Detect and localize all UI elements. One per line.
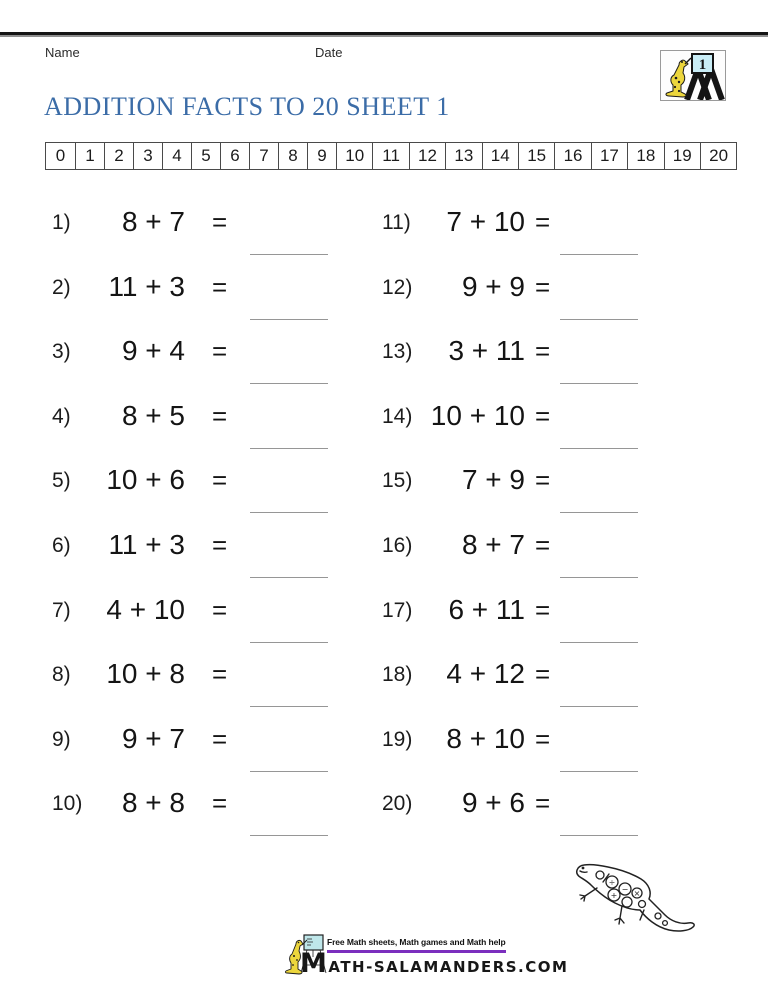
badge-number: 1: [698, 57, 707, 73]
problem-expression: 6 + 11: [448, 593, 525, 625]
number-line-cell: 7: [249, 143, 278, 169]
answer-blank-line: [560, 835, 638, 836]
problem-row: [45, 327, 375, 392]
page-title: ADDITION FACTS TO 20 SHEET 1: [44, 92, 450, 121]
equals-sign: =: [212, 400, 228, 431]
problem-number: 12): [382, 275, 413, 299]
equals-sign: =: [535, 723, 551, 754]
equals-sign: =: [535, 465, 551, 496]
problem-expression: 10 + 8: [106, 658, 185, 690]
problem-row: [45, 263, 375, 328]
problem-expression: 11 + 3: [108, 528, 185, 560]
problem-row: [45, 198, 375, 263]
problem-row: [45, 521, 375, 586]
number-line-cell: 19: [664, 143, 700, 169]
svg-text:+: +: [610, 891, 618, 900]
problem-number: 17): [382, 598, 413, 622]
gecko-illustration: [570, 858, 702, 947]
name-field-label: Name: [45, 45, 80, 60]
problem-expression: 7 + 10: [446, 206, 525, 237]
problem-expression: 4 + 12: [446, 658, 525, 690]
problem-number: 5): [52, 469, 71, 493]
equals-sign: =: [535, 788, 551, 819]
problem-number: 2): [52, 275, 71, 299]
answer-blank-line: [560, 448, 638, 449]
problem-expression: 9 + 6: [461, 787, 525, 819]
problem-number: 11): [382, 211, 411, 234]
problem-expression: 8 + 5: [121, 399, 185, 431]
answer-blank-line: [250, 706, 328, 707]
problem-number: 3): [52, 340, 71, 364]
problem-number: 6): [52, 533, 71, 557]
problem-expression: 9 + 4: [121, 335, 185, 367]
answer-blank-line: [560, 771, 638, 772]
problem-number: 7): [52, 598, 71, 622]
problem-row: [45, 392, 375, 457]
answer-blank-line: [560, 254, 638, 255]
number-line-cell: 18: [627, 143, 663, 169]
equals-sign: =: [212, 788, 228, 819]
equals-sign: =: [535, 529, 551, 560]
number-line-cell: 16: [554, 143, 590, 169]
svg-text:×: ×: [633, 889, 641, 898]
number-line-cell: 2: [104, 143, 133, 169]
equals-sign: =: [535, 271, 551, 302]
problem-row: [375, 521, 723, 586]
equals-sign: =: [212, 723, 228, 754]
equals-sign: =: [212, 336, 228, 367]
problem-expression: 8 + 8: [121, 787, 185, 819]
problem-expression: 9 + 9: [461, 270, 525, 302]
problems-grid: [45, 198, 723, 844]
footer-site-text: MATH-SALAMANDERS.COM: [300, 948, 569, 979]
number-line-cell: 20: [700, 143, 736, 169]
number-line-cell: 6: [220, 143, 249, 169]
date-field-label: Date: [315, 45, 343, 60]
problem-row: [45, 456, 375, 521]
problem-number: 16): [382, 533, 413, 557]
answer-blank-line: [560, 706, 638, 707]
number-line-cell: 0: [55, 146, 66, 165]
equals-sign: =: [212, 271, 228, 302]
number-line-cell: 17: [591, 143, 627, 169]
problem-row: [45, 650, 375, 715]
number-line-cell: 13: [445, 143, 481, 169]
problem-expression: 10 + 10: [430, 399, 525, 431]
equals-sign: =: [212, 465, 228, 496]
number-line-cell: 11: [372, 143, 408, 169]
problem-row: [45, 715, 375, 780]
equals-sign: =: [212, 207, 228, 237]
svg-text:−: −: [621, 885, 629, 894]
number-line-cell: 3: [133, 143, 162, 169]
equals-sign: =: [535, 594, 551, 625]
problem-number: 10): [52, 792, 83, 816]
equals-sign: =: [212, 594, 228, 625]
problem-row: [375, 650, 723, 715]
equals-sign: =: [212, 659, 228, 690]
problem-row: [375, 456, 723, 521]
answer-blank-line: [560, 319, 638, 320]
equals-sign: =: [535, 659, 551, 690]
number-line-cell: 8: [278, 143, 307, 169]
problem-row: [375, 392, 723, 457]
answer-blank-line: [250, 512, 328, 513]
equals-sign: =: [535, 400, 551, 431]
problem-number: 15): [382, 469, 413, 493]
problem-expression: 10 + 6: [106, 464, 185, 496]
answer-blank-line: [560, 577, 638, 578]
problem-expression: 4 + 10: [106, 593, 185, 625]
answer-blank-line: [250, 319, 328, 320]
number-line-strip: [45, 142, 737, 170]
number-line-cell: 4: [162, 143, 191, 169]
answer-blank-line: [250, 254, 328, 255]
problem-expression: 3 + 11: [448, 335, 525, 367]
problem-number: 20): [382, 792, 413, 816]
number-line-cell: 14: [482, 143, 518, 169]
problem-expression: 8 + 7: [461, 528, 525, 560]
number-line-cell: 9: [307, 143, 336, 169]
footer-tagline: Free Math sheets, Math games and Math help: [327, 937, 506, 953]
problem-row: [45, 779, 375, 844]
equals-sign: =: [212, 529, 228, 560]
answer-blank-line: [250, 835, 328, 836]
problem-number: 9): [52, 727, 71, 751]
problem-row: [375, 327, 723, 392]
top-rule-shadow: [0, 35, 768, 37]
problem-row: [375, 715, 723, 780]
problem-number: 1): [52, 211, 71, 234]
problem-number: 18): [382, 663, 413, 687]
answer-blank-line: [560, 512, 638, 513]
problem-row: [375, 198, 723, 263]
number-line-cell: 15: [518, 143, 554, 169]
answer-blank-line: [560, 383, 638, 384]
problem-row: [375, 779, 723, 844]
problem-number: 4): [52, 404, 71, 428]
problem-expression: 8 + 10: [446, 722, 525, 754]
problem-expression: 7 + 9: [461, 464, 525, 496]
answer-blank-line: [250, 771, 328, 772]
problem-expression: 8 + 7: [121, 206, 185, 237]
problem-number: 8): [52, 663, 71, 687]
answer-blank-line: [560, 642, 638, 643]
answer-blank-line: [250, 642, 328, 643]
svg-text:÷: ÷: [608, 878, 616, 887]
problem-row: [375, 586, 723, 651]
problem-number: 13): [382, 340, 413, 364]
equals-sign: =: [535, 207, 551, 237]
number-line-cell: 5: [191, 143, 220, 169]
answer-blank-line: [250, 577, 328, 578]
answer-blank-line: [250, 383, 328, 384]
problem-expression: 9 + 7: [121, 722, 185, 754]
problem-number: 19): [382, 727, 413, 751]
number-line-cell: 10: [336, 143, 372, 169]
number-line-cell: 12: [409, 143, 445, 169]
problem-number: 14): [382, 404, 413, 428]
number-line-cell: 1: [75, 143, 104, 169]
problem-expression: 11 + 3: [108, 270, 185, 302]
equals-sign: =: [535, 336, 551, 367]
answer-blank-line: [250, 448, 328, 449]
problem-row: [45, 586, 375, 651]
problem-row: [375, 263, 723, 328]
